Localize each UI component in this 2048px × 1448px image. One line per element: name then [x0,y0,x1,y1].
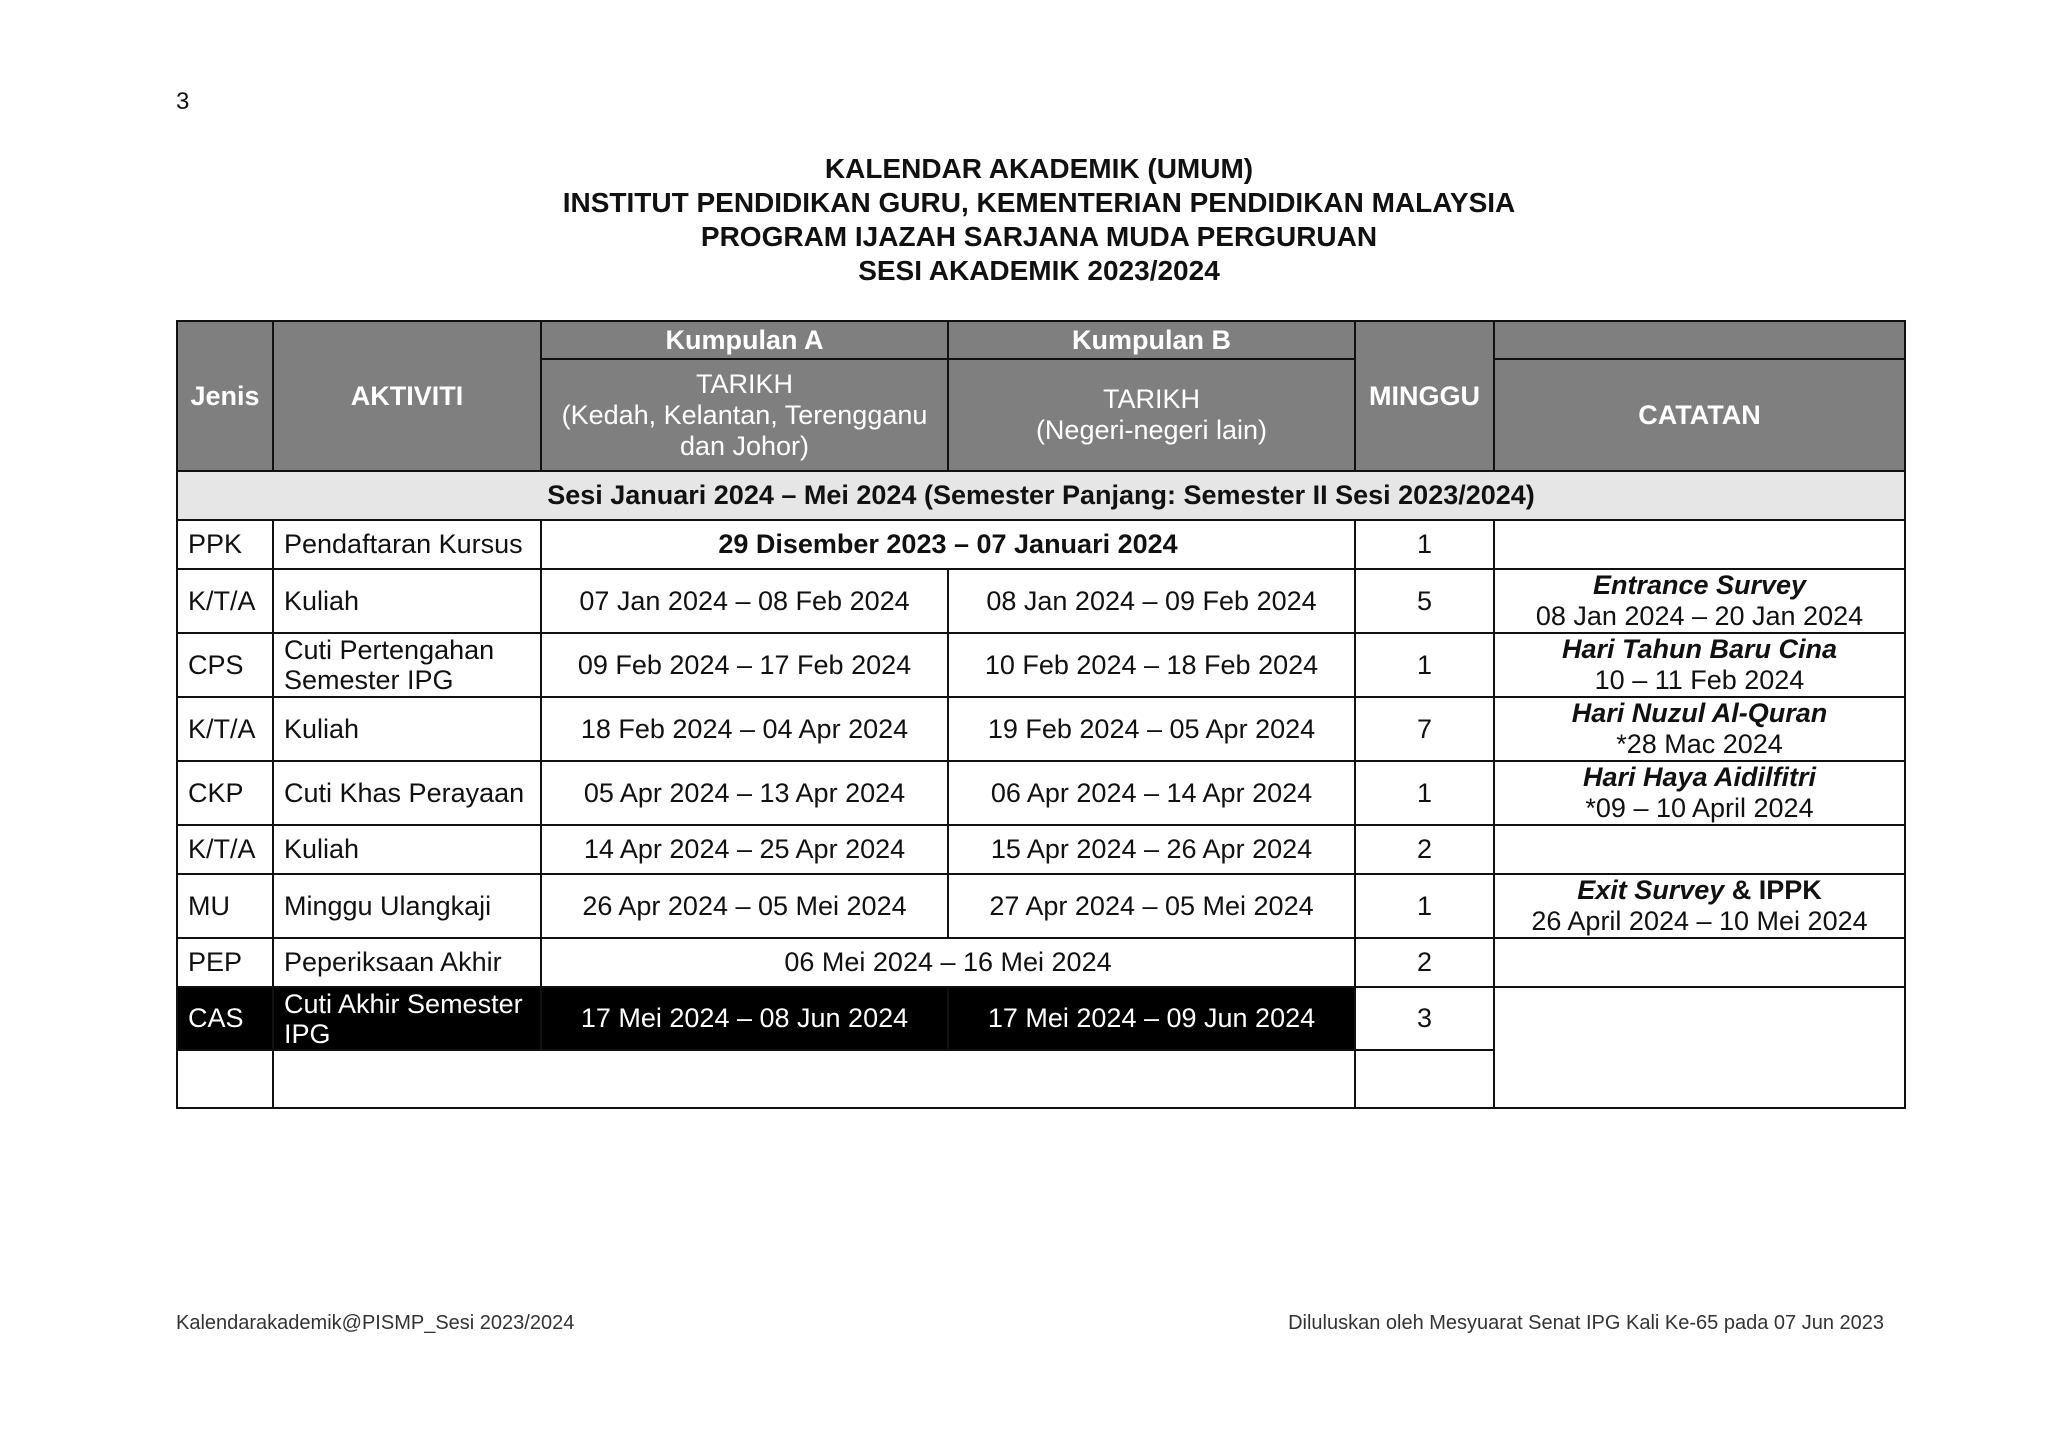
cell-tarikh-b: 19 Feb 2024 – 05 Apr 2024 [948,697,1355,761]
title-line-1: KALENDAR AKADEMIK (UMUM) [824,153,1254,184]
cell-tarikh-a: 26 Apr 2024 – 05 Mei 2024 [541,874,948,938]
table-row [177,761,1905,825]
cell-tarikh-a: 17 Mei 2024 – 08 Jun 2024 [541,987,948,1050]
cell-empty [273,1050,1355,1108]
cell-catatan [1494,825,1905,874]
cell-catatan [1494,874,1905,938]
header-tarikh-a-line3: dan Johor) [679,430,810,461]
header-tarikh-b-line1: TARIKH [1102,384,1200,414]
table-row [177,987,1905,1050]
cell-tarikh-b: 08 Jan 2024 – 09 Feb 2024 [948,569,1355,633]
catatan-title: Hari Tahun Baru Cina [1561,634,1838,664]
header-tarikh-a-line1: TARIKH [695,368,793,399]
cell-minggu: 1 [1355,761,1494,825]
cell-catatan [1494,569,1905,633]
cell-minggu: 2 [1355,938,1494,987]
catatan-text: 10 – 11 Feb 2024 [1594,665,1805,695]
catatan-text: *28 Mac 2024 [1616,729,1783,759]
cell-aktiviti: Kuliah [273,697,541,761]
cell-minggu: 1 [1355,874,1494,938]
cell-jenis: K/T/A [177,825,273,874]
catatan-title: Hari Nuzul Al-Quran [1571,698,1828,728]
table-row [177,874,1905,938]
cell-minggu: 1 [1355,520,1494,569]
header-tarikh-a-line2: (Kedah, Kelantan, Terengganu [561,399,928,430]
cell-jenis: PPK [177,520,273,569]
cell-tarikh-a: 18 Feb 2024 – 04 Apr 2024 [541,697,948,761]
cell-aktiviti: Minggu Ulangkaji [273,874,541,938]
cell-minggu: 3 [1355,987,1494,1050]
cell-aktiviti: Cuti Khas Perayaan [273,761,541,825]
cell-jenis: CKP [177,761,273,825]
catatan-title-rest: & IPPK [1724,875,1822,905]
cell-jenis: MU [177,874,273,938]
header-kumpulan-a: Kumpulan A [541,321,948,359]
catatan-title: Hari Haya Aidilfitri [1582,762,1817,792]
table-row [177,825,1905,874]
page-number: 3 [176,88,190,115]
header-tarikh-b [948,359,1355,471]
cell-jenis: PEP [177,938,273,987]
cell-catatan [1494,761,1905,825]
catatan-title-italic: Exit Survey [1577,875,1725,905]
cell-aktiviti: Pendaftaran Kursus [273,520,541,569]
cell-aktiviti: Cuti Akhir Semester IPG [273,987,541,1050]
cell-tarikh-b: 06 Apr 2024 – 14 Apr 2024 [948,761,1355,825]
footer-left: Kalendarakademik@PISMP_Sesi 2023/2024 [176,1312,575,1334]
cell-jenis: CAS [177,987,273,1050]
catatan-text: 26 April 2024 – 10 Mei 2024 [1531,906,1868,936]
cell-tarikh-a: 07 Jan 2024 – 08 Feb 2024 [541,569,948,633]
cell-catatan [1494,633,1905,697]
cell-aktiviti: Kuliah [273,569,541,633]
table-row [177,569,1905,633]
header-aktiviti: AKTIVITI [273,321,541,471]
cell-empty [1355,1050,1494,1108]
header-tarikh-a [541,359,948,471]
cell-minggu: 1 [1355,633,1494,697]
title-line-3: PROGRAM IJAZAH SARJANA MUDA PERGURUAN [700,221,1378,252]
table-row [177,633,1905,697]
header-kumpulan-b: Kumpulan B [948,321,1355,359]
catatan-text: *09 – 10 April 2024 [1585,793,1814,823]
cell-jenis: CPS [177,633,273,697]
section-title: Sesi Januari 2024 – Mei 2024 (Semester Panjang: Semester II Sesi 2023/2024) [177,471,1905,520]
cell-jenis: K/T/A [177,697,273,761]
catatan-text: 08 Jan 2024 – 20 Jan 2024 [1535,601,1864,631]
cell-aktiviti: Cuti Pertengahan Semester IPG [273,633,541,697]
cell-aktiviti: Peperiksaan Akhir [273,938,541,987]
table-row [177,697,1905,761]
cell-tarikh-b: 15 Apr 2024 – 26 Apr 2024 [948,825,1355,874]
cell-jenis: K/T/A [177,569,273,633]
catatan-title: Entrance Survey [1592,570,1807,600]
cell-minggu: 7 [1355,697,1494,761]
cell-minggu: 2 [1355,825,1494,874]
header-catatan: CATATAN [1494,359,1905,471]
title-line-4: SESI AKADEMIK 2023/2024 [858,255,1220,286]
footer-right: Diluluskan oleh Mesyuarat Senat IPG Kali Ke-65 pada 07 Jun 2023 [1288,1312,1884,1334]
cell-tarikh-b: 10 Feb 2024 – 18 Feb 2024 [948,633,1355,697]
header-minggu: MINGGU [1355,321,1494,471]
cell-aktiviti: Kuliah [273,825,541,874]
cell-empty [177,1050,273,1108]
cell-tarikh-b: 27 Apr 2024 – 05 Mei 2024 [948,874,1355,938]
cell-catatan [1494,938,1905,987]
cell-tarikh-a: 05 Apr 2024 – 13 Apr 2024 [541,761,948,825]
cell-catatan [1494,987,1905,1108]
cell-tarikh-b: 17 Mei 2024 – 09 Jun 2024 [948,987,1355,1050]
cell-minggu: 5 [1355,569,1494,633]
table-row [177,520,1905,569]
header-catatan-top [1494,321,1905,359]
catatan-title [1505,875,1894,906]
table-row [177,938,1905,987]
cell-tarikh-a: 14 Apr 2024 – 25 Apr 2024 [541,825,948,874]
cell-catatan [1494,520,1905,569]
cell-tarikh-a: 09 Feb 2024 – 17 Feb 2024 [541,633,948,697]
title-line-2: INSTITUT PENDIDIKAN GURU, KEMENTERIAN PENDIDIKAN MALAYSIA [562,187,1516,218]
cell-catatan [1494,697,1905,761]
cell-tarikh-merged: 29 Disember 2023 – 07 Januari 2024 [541,520,1355,569]
document-title-block [176,152,1902,288]
academic-calendar-table [176,320,1906,1109]
cell-tarikh-merged: 06 Mei 2024 – 16 Mei 2024 [541,938,1355,987]
header-tarikh-b-line2: (Negeri-negeri lain) [1035,415,1268,445]
header-jenis: Jenis [177,321,273,471]
